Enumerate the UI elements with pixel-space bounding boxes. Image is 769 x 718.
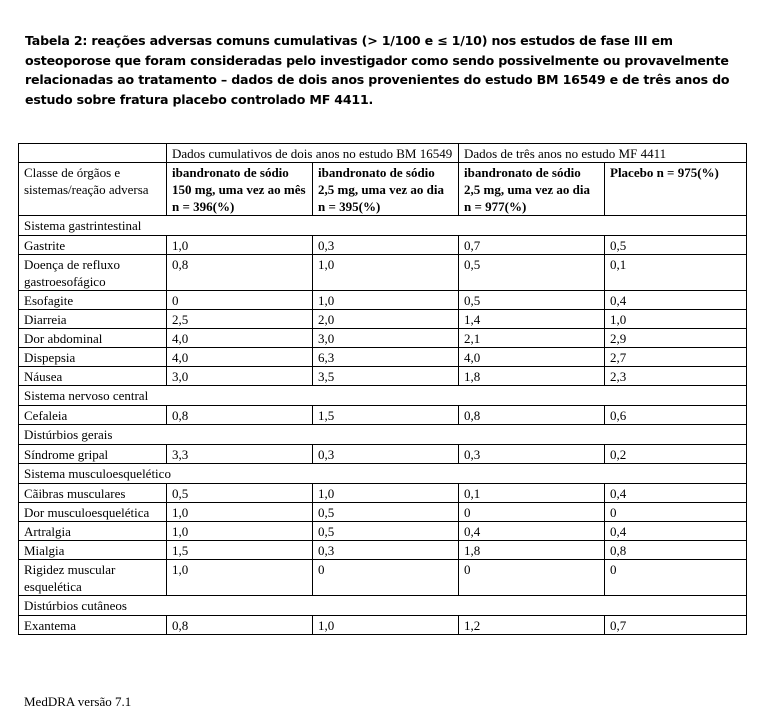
section-row [19, 464, 747, 484]
value-cell: 0,4 [605, 291, 747, 310]
value-cell: 2,0 [313, 310, 459, 329]
column-header-row [19, 163, 747, 216]
value-cell: 1,0 [167, 522, 313, 541]
group-header-row [19, 144, 747, 163]
group-header-mf4411: Dados de três anos no estudo MF 4411 [459, 144, 747, 163]
value-cell: 1,0 [313, 484, 459, 503]
adverse-reactions-table [18, 143, 747, 635]
value-cell: 2,7 [605, 348, 747, 367]
column-header-placebo: Placebo n = 975(%) [605, 163, 747, 216]
header-empty-cell [19, 144, 167, 163]
section-title: Sistema musculoesquelético [19, 464, 747, 484]
section-title: Distúrbios cutâneos [19, 596, 747, 616]
table-row [19, 236, 747, 255]
value-cell: 0,1 [459, 484, 605, 503]
table-row [19, 348, 747, 367]
footnote: MedDRA versão 7.1 [24, 694, 132, 709]
value-cell: 0,4 [605, 522, 747, 541]
value-cell: 0 [605, 560, 747, 596]
value-cell: 0,7 [605, 616, 747, 635]
value-cell: 2,3 [605, 367, 747, 386]
reaction-name-cell: Mialgia [19, 541, 167, 560]
value-cell: 0,3 [459, 445, 605, 464]
table-row [19, 367, 747, 386]
value-cell: 0 [459, 560, 605, 596]
section-row [19, 216, 747, 236]
value-cell: 0,8 [167, 406, 313, 425]
table-row [19, 616, 747, 635]
reaction-name-cell: Doença de refluxo gastroesofágico [19, 255, 167, 291]
value-cell: 1,4 [459, 310, 605, 329]
reaction-name-cell: Dor abdominal [19, 329, 167, 348]
column-header-2-5mg-daily-mf: ibandronato de sódio 2,5 mg, uma vez ao dia n = 977(%) [459, 163, 605, 216]
reaction-name-cell: Dispepsia [19, 348, 167, 367]
section-row [19, 425, 747, 445]
reaction-name-cell: Náusea [19, 367, 167, 386]
table-row [19, 560, 747, 596]
table-row [19, 291, 747, 310]
value-cell: 4,0 [167, 348, 313, 367]
value-cell: 0,4 [459, 522, 605, 541]
column-header-2-5mg-daily-bm: ibandronato de sódio 2,5 mg, uma vez ao dia n = 395(%) [313, 163, 459, 216]
reaction-name-cell: Rigidez muscular esquelética [19, 560, 167, 596]
value-cell: 3,5 [313, 367, 459, 386]
value-cell: 1,5 [313, 406, 459, 425]
section-row [19, 596, 747, 616]
value-cell: 2,1 [459, 329, 605, 348]
value-cell: 1,2 [459, 616, 605, 635]
section-title: Distúrbios gerais [19, 425, 747, 445]
value-cell: 1,0 [167, 236, 313, 255]
value-cell: 0,2 [605, 445, 747, 464]
reaction-name-cell: Gastrite [19, 236, 167, 255]
value-cell: 3,0 [313, 329, 459, 348]
table-row [19, 484, 747, 503]
table-row [19, 329, 747, 348]
value-cell: 0 [605, 503, 747, 522]
value-cell: 1,0 [167, 560, 313, 596]
value-cell: 0,5 [605, 236, 747, 255]
value-cell: 0,8 [605, 541, 747, 560]
value-cell: 0 [167, 291, 313, 310]
value-cell: 1,0 [313, 616, 459, 635]
section-title: Sistema nervoso central [19, 386, 747, 406]
value-cell: 0,5 [459, 291, 605, 310]
table-row [19, 445, 747, 464]
value-cell: 2,9 [605, 329, 747, 348]
value-cell: 0,7 [459, 236, 605, 255]
reaction-name-cell: Esofagite [19, 291, 167, 310]
reaction-name-cell: Exantema [19, 616, 167, 635]
value-cell: 0,5 [459, 255, 605, 291]
value-cell: 2,5 [167, 310, 313, 329]
value-cell: 0,6 [605, 406, 747, 425]
value-cell: 1,0 [605, 310, 747, 329]
value-cell: 1,8 [459, 541, 605, 560]
value-cell: 0,8 [167, 255, 313, 291]
table-row [19, 255, 747, 291]
value-cell: 4,0 [167, 329, 313, 348]
section-title: Sistema gastrintestinal [19, 216, 747, 236]
reaction-name-cell: Cefaleia [19, 406, 167, 425]
reaction-name-cell: Diarreia [19, 310, 167, 329]
value-cell: 3,3 [167, 445, 313, 464]
value-cell: 1,5 [167, 541, 313, 560]
table-row [19, 541, 747, 560]
column-header-150mg-monthly: ibandronato de sódio 150 mg, uma vez ao mês n = 396(%) [167, 163, 313, 216]
value-cell: 0,4 [605, 484, 747, 503]
value-cell: 0,3 [313, 445, 459, 464]
value-cell: 0,1 [605, 255, 747, 291]
value-cell: 0,3 [313, 541, 459, 560]
value-cell: 1,8 [459, 367, 605, 386]
value-cell: 1,0 [167, 503, 313, 522]
value-cell: 0,8 [459, 406, 605, 425]
reaction-name-cell: Dor musculoesquelética [19, 503, 167, 522]
table-row [19, 522, 747, 541]
value-cell: 3,0 [167, 367, 313, 386]
group-header-bm16549: Dados cumulativos de dois anos no estudo BM 16549 [167, 144, 459, 163]
value-cell: 0,3 [313, 236, 459, 255]
table-caption: Tabela 2: reações adversas comuns cumulativas (> 1/100 e ≤ 1/10) nos estudos de fase III em osteoporose que foram consideradas pelo investigador como sendo possivelmente ou provavelmente relacionadas ao tratamento – dados de dois anos provenientes do estudo BM 16549 e de três anos do estudo sobre fratura placebo controlado MF 4411. [25, 33, 730, 107]
table-row [19, 406, 747, 425]
value-cell: 0,5 [167, 484, 313, 503]
table-row [19, 503, 747, 522]
value-cell: 0,8 [167, 616, 313, 635]
value-cell: 1,0 [313, 291, 459, 310]
value-cell: 0 [313, 560, 459, 596]
reaction-name-cell: Artralgia [19, 522, 167, 541]
value-cell: 0,5 [313, 503, 459, 522]
reaction-name-cell: Síndrome gripal [19, 445, 167, 464]
value-cell: 1,0 [313, 255, 459, 291]
reaction-name-cell: Cãibras musculares [19, 484, 167, 503]
table-row [19, 310, 747, 329]
value-cell: 0,5 [313, 522, 459, 541]
column-header-organ-class: Classe de órgãos e sistemas/reação adversa [19, 163, 167, 216]
section-row [19, 386, 747, 406]
value-cell: 6,3 [313, 348, 459, 367]
value-cell: 4,0 [459, 348, 605, 367]
value-cell: 0 [459, 503, 605, 522]
